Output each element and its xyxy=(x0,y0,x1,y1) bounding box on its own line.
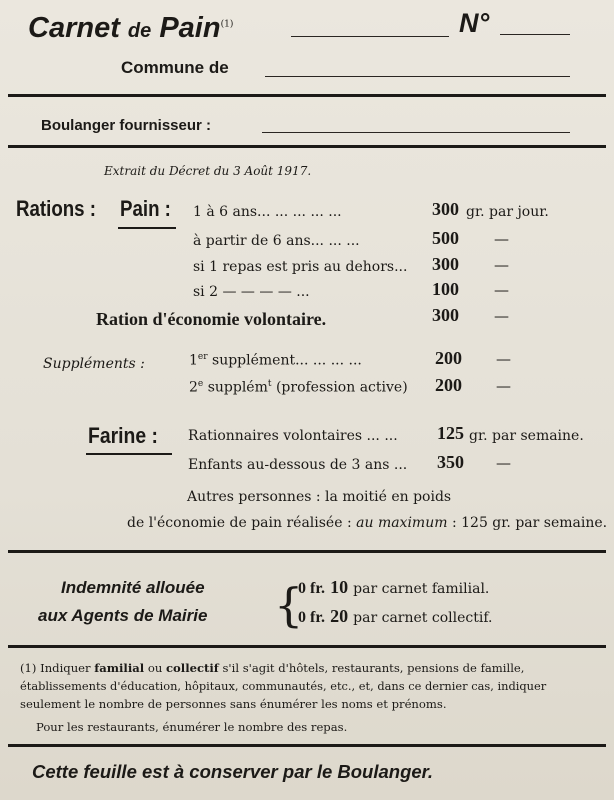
farine-label: Farine : xyxy=(88,423,158,448)
header-rule-1 xyxy=(8,94,606,97)
ration-row-unit: — xyxy=(494,256,509,274)
title-footnote-mark: (1) xyxy=(220,19,234,30)
farine-row-text: Enfants au-dessous de 3 ans ... xyxy=(188,457,408,473)
ration-row-text: à partir de 6 ans... ... ... xyxy=(193,233,360,249)
ration-row-value: 300 xyxy=(432,254,459,274)
farine-row-unit: gr. par semaine. xyxy=(469,428,584,444)
note-line-4: Pour les restaurants, énumérer le nombre des repas. xyxy=(36,720,348,734)
numero-label: N° xyxy=(459,8,490,38)
brace-icon: { xyxy=(274,578,304,632)
farine-row-value: 350 xyxy=(437,452,464,472)
section-rule-1 xyxy=(8,550,606,553)
autres-line-1: Autres personnes : la moitié en poids xyxy=(187,489,452,505)
boulanger-fill-line[interactable] xyxy=(262,132,570,133)
supplements-label: Suppléments : xyxy=(43,356,145,372)
economie-value: 300 xyxy=(432,305,459,325)
footer-text: Cette feuille est à conserver par le Boulanger. xyxy=(32,761,433,782)
farine-row-text: Rationnaires volontaires ... ... xyxy=(188,428,398,444)
section-rule-3 xyxy=(8,744,606,747)
supplement-row-unit: — xyxy=(496,350,511,368)
ration-row-text: si 2 — — — — ... xyxy=(193,284,310,300)
numero-fill-line[interactable] xyxy=(500,34,570,35)
farine-row-value: 125 xyxy=(437,423,464,443)
card-title xyxy=(28,12,233,45)
note-line-2: établissements d'éducation, hôpitaux, communautés, etc., et, dans ce dernier cas, indiquer xyxy=(20,679,547,693)
economie-unit: — xyxy=(494,307,509,325)
supplement-row-value: 200 xyxy=(435,348,462,368)
indemnite-row-2: 0 fr. 20 par carnet collectif. xyxy=(298,606,493,626)
title-de: de xyxy=(127,20,152,42)
indemnite-line-1: Indemnité allouée xyxy=(61,578,205,597)
supplement-row-text: 2e supplém$^t$ (profession active) xyxy=(189,379,408,396)
ration-row-value: 300 xyxy=(432,199,459,219)
header-rule-2 xyxy=(8,145,606,148)
title-fill-line xyxy=(291,36,449,37)
autres-line-2: de l'économie de pain réalisée : au maximum : 125 gr. par semaine. xyxy=(127,515,608,531)
supplement-row-unit: — xyxy=(496,377,511,395)
supplement-row-text: 1er supplément... ... ... ... xyxy=(189,352,362,369)
rations-label: Rations : xyxy=(16,196,97,221)
title-pain: Pain xyxy=(159,12,221,44)
ration-row-text: si 1 repas est pris au dehors... xyxy=(193,259,408,275)
farine-underline xyxy=(86,453,172,455)
title-carnet: Carnet xyxy=(28,12,120,44)
commune-fill-line[interactable] xyxy=(265,76,570,77)
farine-row-unit: — xyxy=(496,454,511,472)
pain-underline xyxy=(118,227,176,229)
indemnite-line-2: aux Agents de Mairie xyxy=(38,606,208,625)
note-line-3: seulement le nombre de personnes sans énumérer les noms et prénoms. xyxy=(20,697,447,711)
economie-label: Ration d'économie volontaire. xyxy=(96,309,327,329)
ration-row-text: 1 à 6 ans... ... ... ... ... xyxy=(193,204,342,220)
ration-row-value: 500 xyxy=(432,228,459,248)
ration-row-unit: — xyxy=(494,281,509,299)
section-rule-2 xyxy=(8,645,606,648)
supplement-row-value: 200 xyxy=(435,375,462,395)
ration-row-value: 100 xyxy=(432,279,459,299)
ration-row-unit: — xyxy=(494,230,509,248)
note-line-1: (1) Indiquer familial ou collectif s'il s'agit d'hôtels, restaurants, pensions de famille, xyxy=(20,661,525,675)
extrait-decret: Extrait du Décret du 3 Août 1917. xyxy=(104,164,312,178)
commune-label: Commune de xyxy=(121,58,229,77)
ration-row-unit: gr. par jour. xyxy=(466,204,549,220)
pain-label: Pain : xyxy=(120,196,171,221)
boulanger-label: Boulanger fournisseur : xyxy=(41,117,212,134)
indemnite-row-1: 0 fr. 10 par carnet familial. xyxy=(298,577,490,597)
